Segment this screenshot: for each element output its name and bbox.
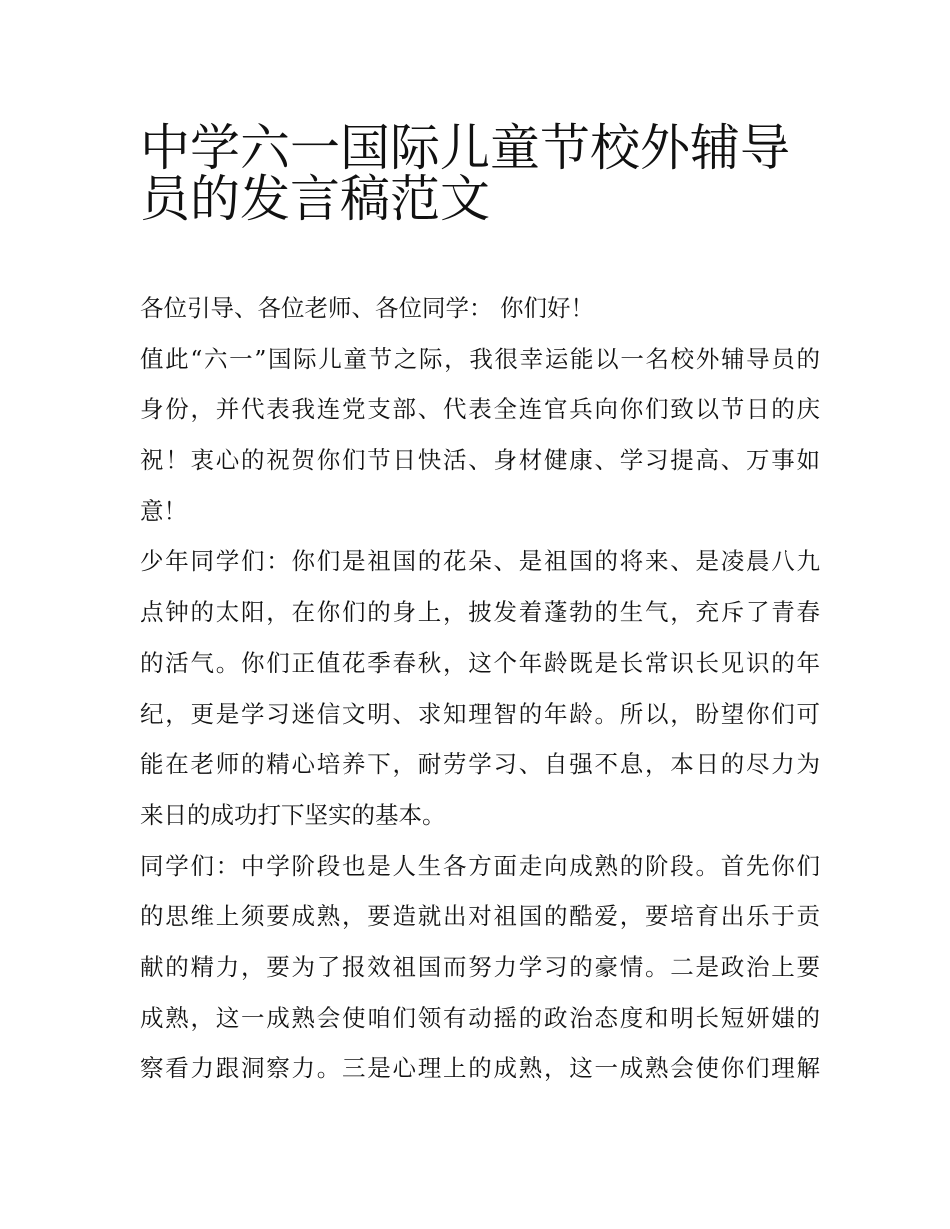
document-body — [140, 283, 820, 1094]
text-line: 的活气。你们正值花季春秋，这个年龄既是长常识长见识的年 — [140, 648, 820, 677]
text-line: 献的精力，要为了报效祖国而努力学习的豪情。二是政治上要 — [140, 952, 820, 981]
text-line: 少年同学们：你们是祖国的花朵、是祖国的将来、是凌晨八九 — [140, 547, 820, 576]
text-line: 的思维上须要成熟，要造就出对祖国的酷爱，要培育出乐于贡 — [140, 902, 820, 931]
title-line: 中学六一国际儿童节校外辅导 — [140, 119, 790, 177]
text-line: 同学们：中学阶段也是人生各方面走向成熟的阶段。首先你们 — [140, 851, 820, 880]
text-line: 意！ — [140, 496, 187, 525]
title-line: 员的发言稿范文 — [140, 169, 490, 228]
text-line: 能在老师的精心培养下，耐劳学习、自强不息，本日的尽力为 — [140, 750, 820, 779]
text-line: 值此“六一”国际儿童节之际，我很幸运能以一名校外辅导员的 — [140, 344, 820, 373]
text-line: 身份，并代表我连党支部、代表全连官兵向你们致以节日的庆 — [140, 395, 820, 424]
greeting-line: 各位引导、各位老师、各位同学： 你们好！ — [140, 294, 594, 322]
text-line: 察看力跟洞察力。三是心理上的成熟，这一成熟会使你们理解 — [140, 1054, 820, 1083]
text-line: 纪，更是学习迷信文明、求知理智的年龄。所以，盼望你们可 — [140, 699, 820, 728]
text-line: 来日的成功打下坚实的基本。 — [140, 800, 446, 829]
text-line: 点钟的太阳，在你们的身上，披发着蓬勃的生气，充斥了青春 — [140, 598, 820, 627]
text-line: 祝！衷心的祝贺你们节日快活、身材健康、学习提高、万事如 — [140, 446, 820, 475]
text-line: 成熟，这一成熟会使咱们领有动摇的政治态度和明长短妍媸的 — [140, 1003, 820, 1032]
document-title — [140, 112, 820, 228]
